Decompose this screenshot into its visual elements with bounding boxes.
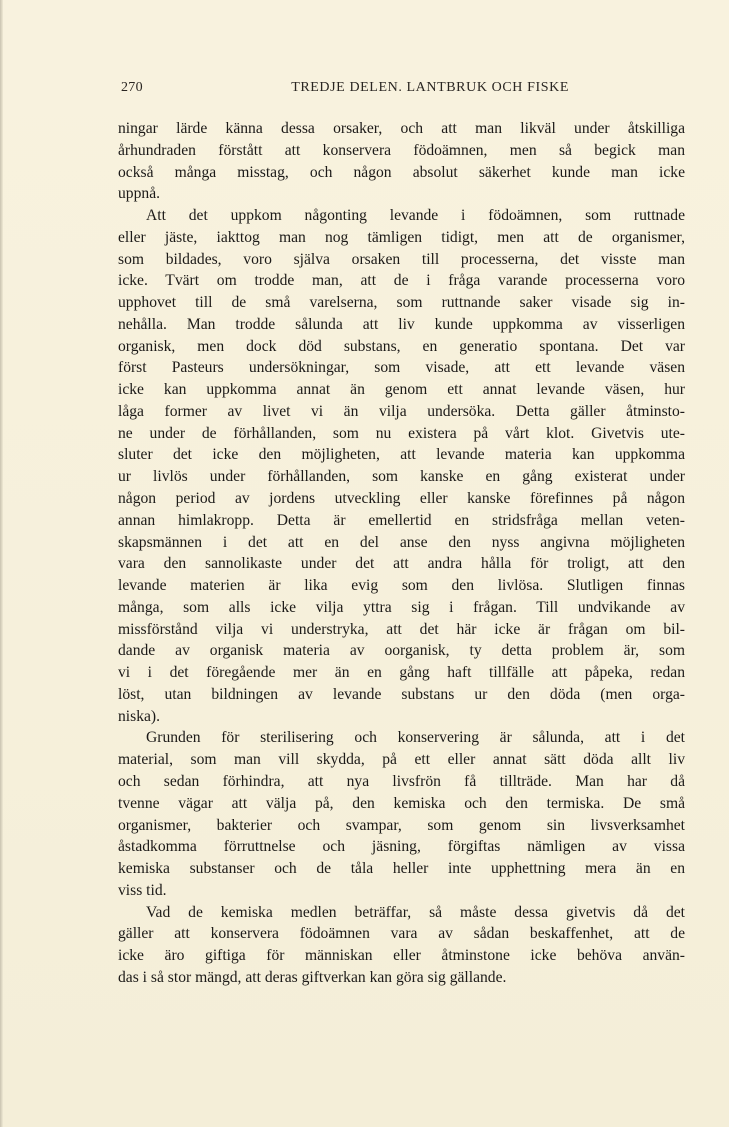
text-line: organisk, men dock död substans, en generatio spontana. Det var <box>118 337 685 355</box>
text-line: missförstånd vilja vi understryka, att det här icke är frågan om bil- <box>118 620 685 638</box>
text-line: löst, utan bildningen av levande substans ur den döda (men orga- <box>118 685 685 703</box>
text-line: material, som man vill skydda, på ett eller annat sätt döda allt liv <box>118 751 685 769</box>
text-line: Vad de kemiska medlen beträffar, så måste dessa givetvis då det <box>146 903 685 921</box>
text-line: levande materien är lika evig som den livlösa. Slutligen finnas <box>118 577 685 595</box>
paragraph <box>118 118 685 205</box>
text-line: och sedan förhindra, att nya livsfrön få tillträde. Man har då <box>118 772 685 790</box>
text-line: åstadkomma förruttnelse och jäsning, förgiftas nämligen av vissa <box>118 838 685 856</box>
text-line: icke äro giftiga för människan eller åtminstone icke behöva använ- <box>118 947 685 965</box>
text-line: någon period av jordens utveckling eller kanske förefinnes på någon <box>118 490 685 508</box>
text-line: organismer, bakterier och svampar, som genom sin livsverksamhet <box>118 816 685 834</box>
text-line: vara den sannolikaste under det att andra hålla för troligt, att den <box>118 555 685 573</box>
text-line: icke kan uppkomma annat än genom ett annat levande väsen, hur <box>118 381 685 399</box>
paragraph <box>118 902 685 989</box>
paragraph <box>118 727 685 901</box>
body-text <box>118 118 685 989</box>
text-line: skapsmännen i det att en del anse den nyss angivna möjligheten <box>118 533 685 551</box>
text-line: gäller att konservera födoämnen vara av sådan beskaffenhet, att de <box>118 925 685 943</box>
text-line: dande av organisk materia av oorganisk, ty detta problem är, som <box>118 642 685 660</box>
text-line: annan himlakropp. Detta är emellertid en stridsfråga mellan veten- <box>118 511 685 529</box>
text-line: ne under de förhållanden, som nu existera på vårt klot. Givetvis ute- <box>118 424 685 442</box>
text-line: tvenne vägar att välja på, den kemiska och den termiska. De små <box>118 794 685 812</box>
text-line: niska). <box>118 707 161 725</box>
text-line: låga former av livet vi än vilja undersöka. Detta gäller åtminsto- <box>118 402 685 420</box>
text-line: uppnå. <box>118 185 161 203</box>
text-line: vi i det föregående mer än en gång haft tillfälle att påpeka, redan <box>118 664 685 682</box>
text-line: ur livlös under förhållanden, som kanske en gång existerat under <box>118 468 685 486</box>
text-line: Grunden för sterilisering och konservering är sålunda, att i det <box>146 729 685 747</box>
text-line: många, som alls icke vilja yttra sig i frågan. Till undvikande av <box>118 598 685 616</box>
page-number: 270 <box>121 80 143 95</box>
text-line: eller jäste, iakttog man nog tämligen tidigt, men att de organismer, <box>118 228 685 246</box>
text-line: nehålla. Man trodde sålunda att liv kunde uppkomma av visserligen <box>118 315 685 333</box>
text-line: upphovet till de små varelserna, som ruttnande saker visade sig in- <box>118 294 685 312</box>
page-header <box>121 80 569 100</box>
text-line: först Pasteurs undersökningar, som visade, att ett levande väsen <box>118 359 685 377</box>
text-line: viss tid. <box>118 881 167 899</box>
text-line: kemiska substanser och de tåla heller inte upphettning mera än en <box>118 860 685 878</box>
text-line: icke. Tvärt om trodde man, att de i fråga varande processerna voro <box>118 272 685 290</box>
text-line: som bildades, voro själva orsaken till processerna, det visste man <box>118 250 685 268</box>
text-line: århundraden förstått att konservera födoämnen, men så begick man <box>118 141 685 159</box>
paragraph <box>118 205 685 727</box>
page-edge-shadow <box>0 0 3 1127</box>
text-line: Att det uppkom någonting levande i födoämnen, som ruttnade <box>146 207 685 225</box>
text-line: sluter det icke den möjligheten, att levande materia kan uppkomma <box>118 446 685 464</box>
text-line: das i så stor mängd, att deras giftverkan kan göra sig gällande. <box>118 968 507 986</box>
text-line: också många misstag, och någon absolut säkerhet kunde man icke <box>118 163 685 181</box>
text-line: ningar lärde känna dessa orsaker, och att man likväl under åtskilliga <box>118 120 685 137</box>
running-head: TREDJE DELEN. LANTBRUK OCH FISKE <box>291 80 569 95</box>
